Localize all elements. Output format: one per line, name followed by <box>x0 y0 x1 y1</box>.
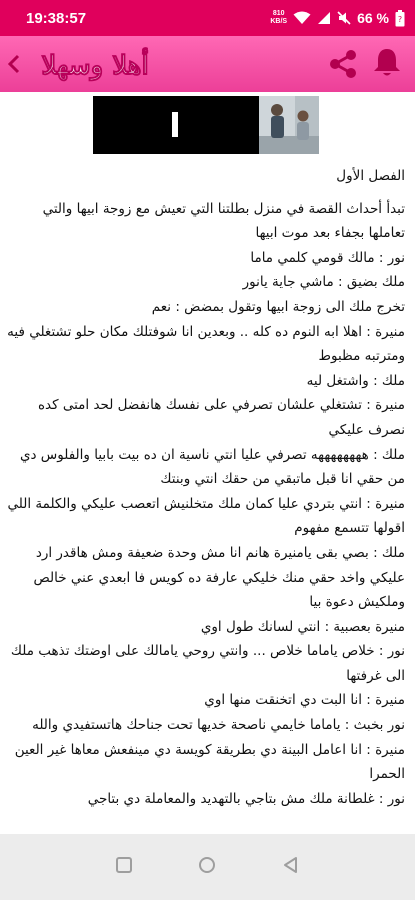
story-paragraph: منيرة : اهلا ابه النوم ده كله .. وبعدين انا شوفتلك مكان حلو تشتغلي فيه ومترتبه مظبوط <box>7 323 405 365</box>
story-paragraph: تبدأ أحداث القصة في منزل بطلتنا التي تعيش مع زوجة ابيها والتي تعاملها بجفاء بعد موت ابيها <box>42 200 405 242</box>
story-paragraph: منيرة : تشتغلي علشان تصرفي على نفسك هانفضل لحد امتى كده نصرف عليكي <box>37 397 405 438</box>
banner-photo <box>259 96 319 154</box>
chapter-title: الفصل الأول <box>336 168 405 184</box>
battery-icon <box>395 10 405 27</box>
story-paragraph: منيرة : انا البت دي اتخنقت منها اوي <box>204 692 405 709</box>
app-bar <box>0 36 415 92</box>
ad-banner[interactable] <box>93 96 319 154</box>
status-time: 19:38:57 <box>26 9 87 27</box>
share-icon[interactable] <box>327 48 359 80</box>
story-content <box>0 164 415 834</box>
story-paragraph: ملك : بصي بقى يامنيرة هانم انا مش وحدة ضعيفة ومش هاقدر ارد عليكي واخد حقي منك خليكي عارفة ده كويس فا ابعدي عني خالص وملكيش دعوة بيا <box>33 544 405 611</box>
bell-icon[interactable] <box>370 46 404 80</box>
story-paragraph: تخرج ملك الى زوجة ابيها وتقول بمضض : نعم <box>151 298 405 315</box>
network-speed: 810 KB/S <box>270 10 288 25</box>
title-spacer <box>6 189 405 197</box>
story-paragraph: ملك بضيق : ماشي جاية يانور <box>242 274 405 291</box>
story-paragraph: نور : مالك قومي كلمي ماما <box>250 249 405 266</box>
app-logo <box>30 40 160 88</box>
story-paragraph: نور : غلطانة ملك مش بتاجي بالتهديد والمعاملة دي بتاجي <box>87 790 405 807</box>
svg-text:أهلا وسهلا: أهلا وسهلا <box>41 51 149 81</box>
triangle-back-icon[interactable] <box>282 856 300 874</box>
status-indicators <box>270 10 405 27</box>
wifi-icon <box>293 11 311 25</box>
circle-home-icon[interactable] <box>198 856 216 874</box>
story-paragraph: منيرة : انا اعامل البينة دي بطريقة كويسة دي مينفعش معاها غير العين الحمرا <box>14 741 405 783</box>
svg-text:?: ? <box>397 14 403 24</box>
system-nav-bar <box>0 834 415 900</box>
story-paragraph: نور بخبث : ياماما خايمي ناصحة خديها تحت جناحك هاتستفيدي والله <box>32 717 405 734</box>
banner-mark <box>172 112 178 137</box>
story-paragraph: نور : خلاص ياماما خلاص ... وانتي روحي يامالك على اوضتك تذهب ملك الى غرفتها <box>10 643 405 684</box>
story-paragraph: ملك : واشتغل ليه <box>306 372 405 389</box>
banner-video-frame <box>93 96 259 154</box>
square-recents-icon[interactable] <box>115 856 133 874</box>
chevron-left-icon[interactable] <box>4 52 24 76</box>
story-paragraph: منيرة : انتي بتردي عليا كمان ملك متخلنيش اتعصب عليكي والكلمة اللي اقولها تتسمع مفهوم <box>7 495 405 537</box>
battery-percent: 66 % <box>357 10 389 26</box>
story-paragraph: ملك : ههههههههه تصرفي عليا انتي ناسية ان ده بيت بابيا والفلوس دي من حقي انا قبل ماتبقي من حقك انتي وبنتك <box>19 446 405 488</box>
status-bar <box>0 0 415 36</box>
mute-icon <box>337 11 351 25</box>
signal-icon <box>317 11 331 25</box>
story-paragraph: منيرة بعصبية : انتي لسانك طول اوي <box>200 618 405 635</box>
